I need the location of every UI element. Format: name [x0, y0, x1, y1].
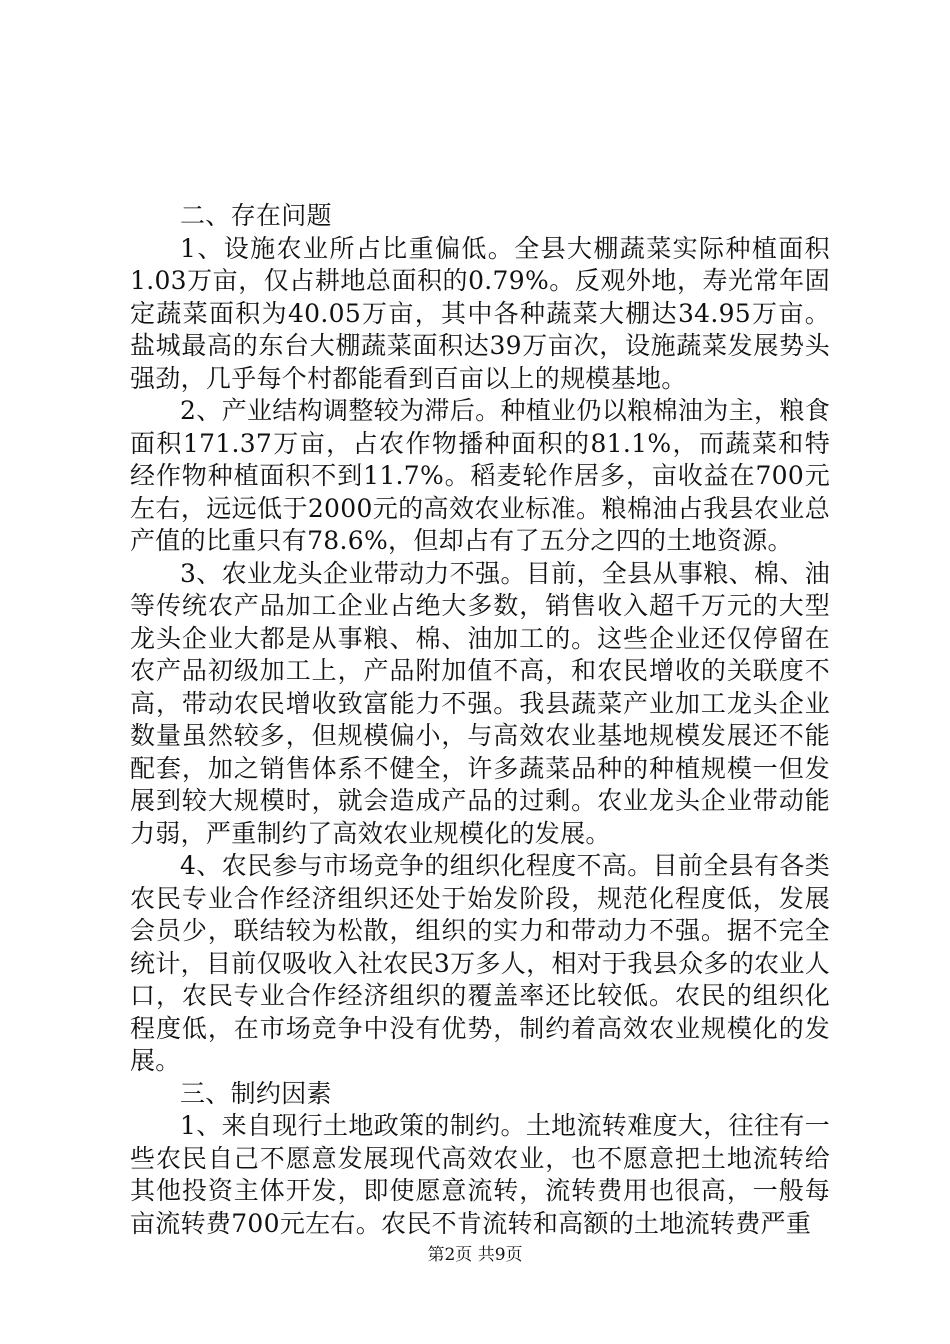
paragraph-problem-2: 2、产业结构调整较为滞后。种植业仍以粮棉油为主，粮食面积171.37万亩，占农作物播种面积的81.1%，而蔬菜和特经作物种植面积不到11.7%。稻麦轮作居多，亩收益在700元左右，远远低于2000元的高效农业标准。粮棉油占我县农业总产值的比重只有78.6%，但却占有了五分之四的土地资源。 — [130, 396, 830, 555]
paragraph-problem-1: 1、设施农业所占比重偏低。全县大棚蔬菜实际种植面积1.03万亩，仅占耕地总面积的0.79%。反观外地，寿光常年固定蔬菜面积为40.05万亩，其中各种蔬菜大棚达34.95万亩。盐城最高的东台大棚蔬菜面积达39万亩次，设施蔬菜发展势头强劲，几乎每个村都能看到百亩以上的规模基地。 — [130, 233, 830, 393]
document-body — [130, 200, 830, 1240]
page-number-footer: 第2页 共9页 — [427, 1245, 523, 1265]
section-heading-constraints: 三、制约因素 — [180, 1078, 332, 1108]
paragraph-problem-4: 4、农民参与市场竞争的组织化程度不高。目前全县有各类农民专业合作经济组织还处于始发阶段，规范化程度低，发展会员少，联结较为松散，组织的实力和带动力不强。据不完全统计，目前仅吸收入社农民3万多人，相对于我县众多的农业人口，农民专业合作经济组织的覆盖率还比较低。农民的组织化程度低，在市场竞争中没有优势，制约着高效农业规模化的发展。 — [130, 851, 830, 1075]
paragraph-problem-3: 3、农业龙头企业带动力不强。目前，全县从事粮、棉、油等传统农产品加工企业占绝大多数，销售收入超千万元的大型龙头企业大都是从事粮、棉、油加工的。这些企业还仅停留在农产品初级加工上，产品附加值不高，和农民增收的关联度不高，带动农民增收致富能力不强。我县蔬菜产业加工龙头企业数量虽然较多，但规模偏小，与高效农业基地规模发展还不能配套，加之销售体系不健全，许多蔬菜品种的种植规模一但发展到较大规模时，就会造成产品的过剩。农业龙头企业带动能力弱，严重制约了高效农业规模化的发展。 — [130, 558, 830, 848]
section-heading-problems: 二、存在问题 — [180, 201, 332, 230]
paragraph-constraint-1: 1、来自现行土地政策的制约。土地流转难度大，往往有一些农民自己不愿意发展现代高效农业，也不愿意把土地流转给其他投资主体开发，即使愿意流转，流转费用也很高，一般每亩流转费700元左右。农民不肯流转和高额的土地流转费严重 — [130, 1111, 830, 1238]
